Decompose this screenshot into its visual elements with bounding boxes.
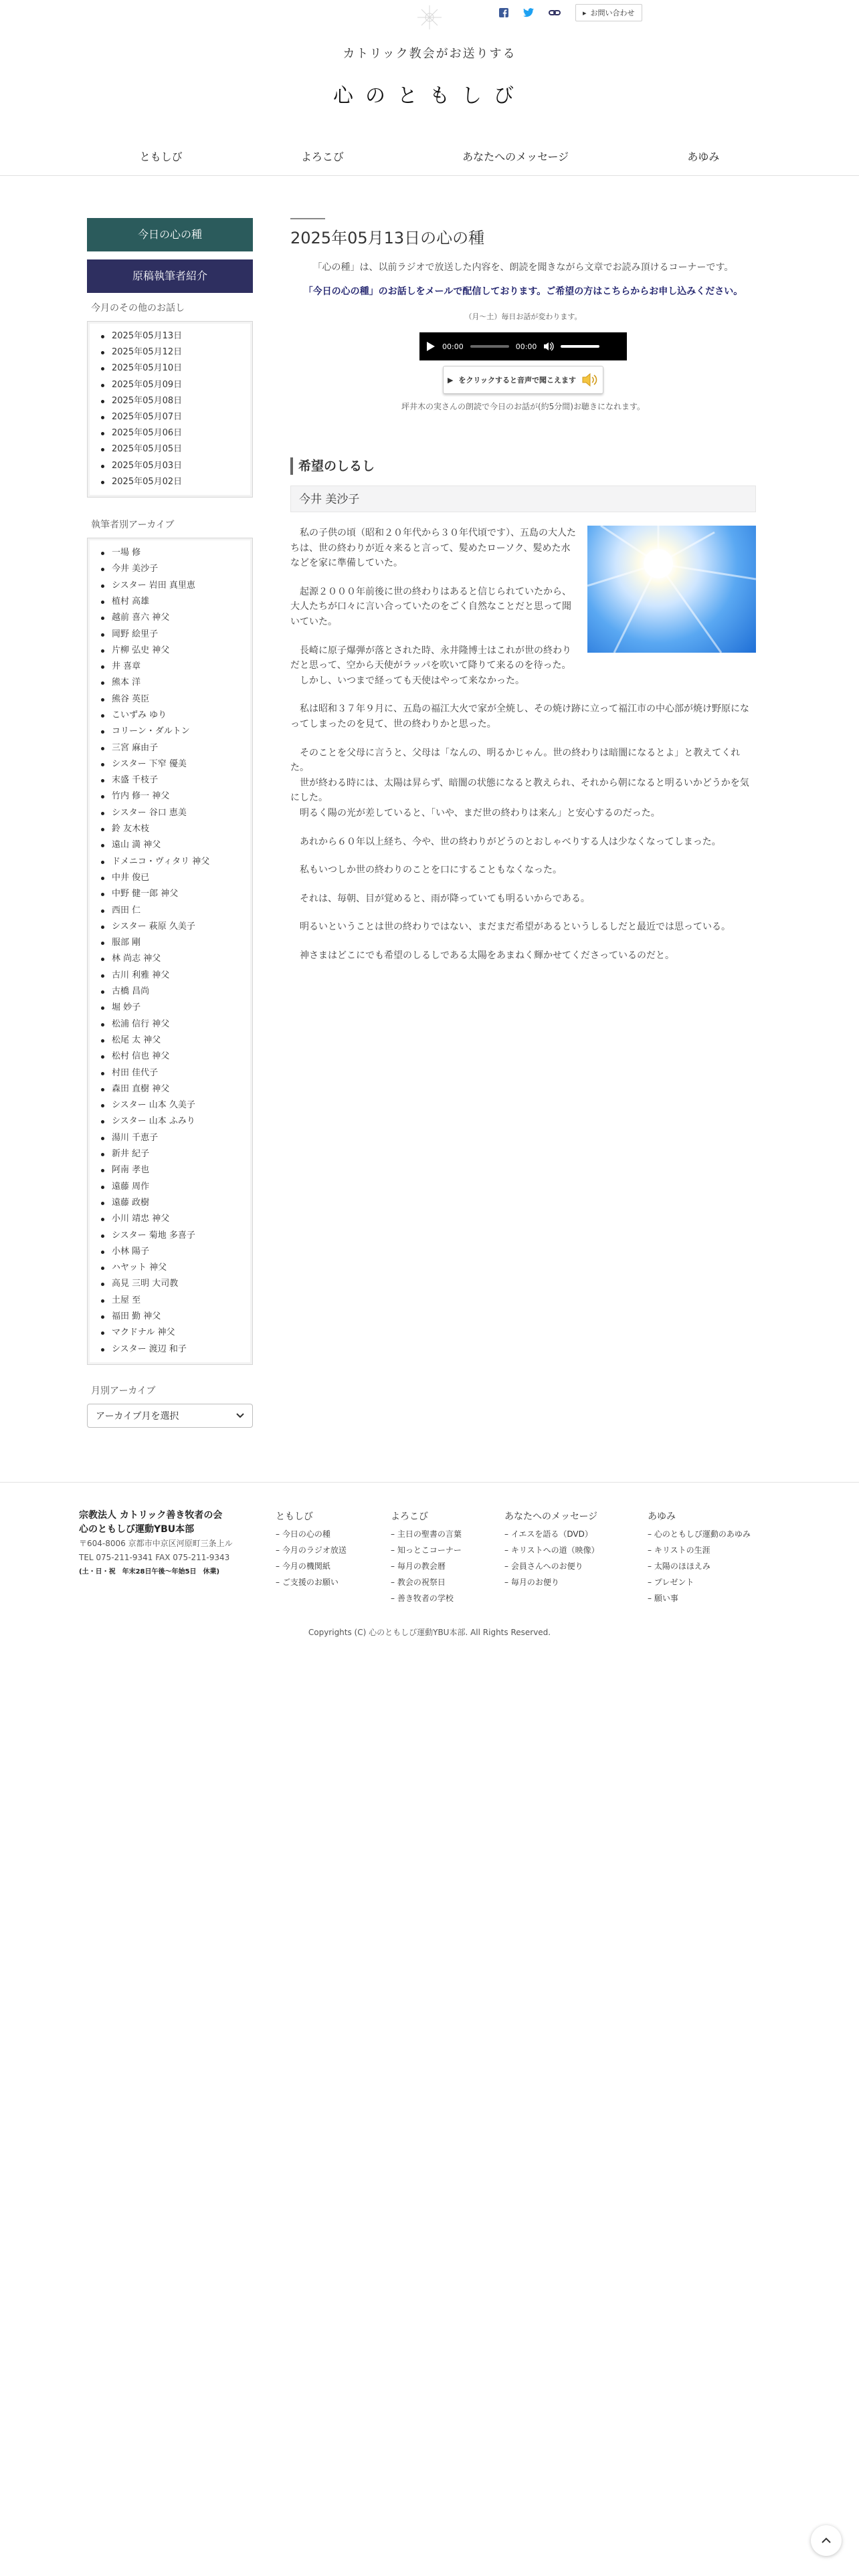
- footer-column: [391, 1509, 462, 1606]
- intro-text: 「心の種」は、以前ラジオで放送した内容を、朗読を聞きながら文章でお読み頂けるコーナーです。: [312, 262, 734, 273]
- footer-column: [648, 1509, 751, 1606]
- facebook-icon[interactable]: [499, 8, 508, 17]
- org-name-2: 心のともしび運動YBU本部: [79, 1524, 195, 1535]
- volume-icon[interactable]: [543, 342, 554, 351]
- chevron-right-icon: ▸: [583, 8, 587, 17]
- writer-list-item[interactable]: シスター 岩田 真里恵: [98, 578, 243, 594]
- mail-subscribe-link[interactable]: 「今日の心の種」のお話しをメールで配信しております。ご希望の方はこちらからお申し込みください。: [303, 286, 743, 297]
- other-stories-heading: 今月のその他のお話し: [91, 303, 185, 314]
- archive-month-select-value: アーカイブ月を選択: [96, 1410, 179, 1422]
- footer-link[interactable]: – 教会の祝祭日: [391, 1578, 446, 1587]
- writer-list-item[interactable]: 井 喜章: [98, 659, 243, 675]
- org-hours: (土・日・祝 年末28日午後〜年始5日 休業): [79, 1568, 220, 1576]
- article-paragraph: あれから６０年以上経ち、今や、世の終わりがどうのとおしゃべりする人は少なくなってしまった。: [290, 836, 721, 847]
- chevron-up-icon: [822, 2537, 831, 2544]
- writer-list-item[interactable]: 熊谷 英臣: [98, 691, 243, 708]
- writer-list-item[interactable]: シスター 渡辺 和子: [98, 1341, 243, 1358]
- writers-archive-heading: 執筆者別アーカイブ: [91, 520, 175, 531]
- footer-link[interactable]: – プレゼント: [648, 1578, 694, 1587]
- date-list: [98, 328, 243, 490]
- writers-list: [98, 545, 243, 1358]
- org-tel: TEL 075-211-9341 FAX 075-211-9343: [79, 1553, 230, 1562]
- archive-month-select[interactable]: [87, 1404, 253, 1428]
- writers-intro-button[interactable]: 原稿執筆者紹介: [87, 259, 253, 293]
- date-list-item[interactable]: 2025年05月06日: [98, 425, 243, 441]
- footer-link[interactable]: – 願い事: [648, 1594, 678, 1603]
- footer-link[interactable]: – キリストの生涯: [648, 1545, 710, 1555]
- date-list-box: [87, 321, 253, 498]
- footer-column-heading[interactable]: あなたへのメッセージ: [504, 1511, 598, 1522]
- writer-list-item[interactable]: 高見 三明 大司教: [98, 1276, 243, 1292]
- writer-list-item[interactable]: シスター 萩原 久美子: [98, 919, 243, 935]
- writer-list-item[interactable]: シスター 山本 久美子: [98, 1097, 243, 1113]
- writer-list-item[interactable]: 鈴 友木枝: [98, 821, 243, 837]
- date-list-item[interactable]: 2025年05月12日: [98, 344, 243, 360]
- footer-link[interactable]: – 毎月のお便り: [504, 1578, 559, 1587]
- article-paragraph: 起源２０００年前後に世の終わりはあると信じられていたから、大人たちが口々に言い合っていたのをごく自然なことだと思って聞いていた。: [290, 586, 571, 627]
- writer-list-item[interactable]: 熊本 洋: [98, 675, 243, 691]
- writer-list-item[interactable]: 中野 健一郎 神父: [98, 886, 243, 902]
- writer-list-item[interactable]: 片柳 弘史 神父: [98, 643, 243, 659]
- writer-list-item[interactable]: シスター 谷口 恵美: [98, 805, 243, 821]
- footer-link[interactable]: – 今月のラジオ放送: [276, 1545, 347, 1555]
- section-title: 希望のしるし: [290, 457, 756, 475]
- writer-list-item[interactable]: 服部 剛: [98, 935, 243, 951]
- global-nav: [80, 148, 779, 164]
- writer-list-item[interactable]: 竹内 修一 神父: [98, 788, 243, 804]
- footer-link[interactable]: – ご支援のお願い: [276, 1578, 339, 1587]
- author-name: 今井 美沙子: [290, 486, 756, 512]
- monthly-archive-heading: 月別アーカイブ: [91, 1385, 156, 1396]
- article-paragraph: 神さまはどこにでも希望のしるしである太陽をあまねく輝かせてくださっているのだと。: [290, 950, 674, 961]
- writer-list-item[interactable]: 阿南 孝也: [98, 1162, 243, 1178]
- writer-list-item[interactable]: 植村 高雄: [98, 594, 243, 610]
- date-list-item[interactable]: 2025年05月08日: [98, 393, 243, 409]
- logo-ornament: [417, 5, 442, 29]
- current-time: 00:00: [442, 342, 464, 351]
- link-icon[interactable]: [549, 8, 561, 17]
- writer-list-item[interactable]: 越前 喜六 神父: [98, 610, 243, 626]
- footer-link[interactable]: – 太陽のほほえみ: [648, 1562, 710, 1571]
- audio-caption: 坪井木の実さんの朗読で今日のお話が(約5分間)お聴きになれます。: [401, 402, 646, 411]
- footer-column-heading[interactable]: ともしび: [276, 1511, 313, 1522]
- writer-list-item[interactable]: 岡野 絵里子: [98, 627, 243, 643]
- date-list-item[interactable]: 2025年05月10日: [98, 360, 243, 377]
- chevron-down-icon: [236, 1413, 244, 1418]
- writer-list-item[interactable]: こいずみ ゆり: [98, 708, 243, 724]
- date-list-item[interactable]: 2025年05月02日: [98, 474, 243, 490]
- today-seed-button[interactable]: 今日の心の種: [87, 218, 253, 251]
- writer-list-item[interactable]: 松尾 太 神父: [98, 1033, 243, 1049]
- nav-item-tomoshibi[interactable]: ともしび: [139, 150, 183, 163]
- writers-list-box: [87, 538, 253, 1365]
- writer-list-item[interactable]: 三宮 麻由子: [98, 740, 243, 756]
- footer-divider: [0, 1482, 859, 1483]
- speaker-icon: [581, 372, 599, 387]
- volume-slider[interactable]: [561, 345, 599, 348]
- writer-list-item[interactable]: 遠藤 周作: [98, 1179, 243, 1195]
- writer-list-item[interactable]: 松村 信也 神父: [98, 1049, 243, 1065]
- contact-button[interactable]: [575, 4, 642, 21]
- footer-link[interactable]: – 毎月の教会暦: [391, 1562, 446, 1571]
- footer-link[interactable]: – キリストへの道（映像）: [504, 1545, 599, 1555]
- article-paragraph: 私もいつしか世の終わりのことを口にすることもなくなった。: [290, 865, 562, 876]
- footer-link[interactable]: – 今日の心の種: [276, 1529, 330, 1539]
- footer-link[interactable]: – 善き牧者の学校: [391, 1594, 454, 1603]
- writer-list-item[interactable]: 一場 修: [98, 545, 243, 561]
- writer-list-item[interactable]: 遠山 満 神父: [98, 837, 243, 853]
- writer-list-item[interactable]: シスター 下窄 優美: [98, 756, 243, 772]
- footer-org: [79, 1509, 260, 1579]
- article-paragraph: 私の子供の頃（昭和２０年代から３０年代頃です）、五島の大人たちは、世の終わりが近々来ると言って、髪めたローソク、髪めた水などを家に準備していた。: [290, 528, 576, 569]
- audio-player: [419, 332, 627, 360]
- duration-time: 00:00: [515, 342, 537, 351]
- writer-list-item[interactable]: 林 尚志 神父: [98, 951, 243, 967]
- writer-list-item[interactable]: 西田 仁: [98, 903, 243, 919]
- writer-list-item[interactable]: 古川 利雅 神父: [98, 968, 243, 984]
- site-subtitle: カトリック教会がお送りする: [343, 47, 516, 61]
- copyright: Copyrights (C) 心のともしび運動YBU本部. All Rights Reserved.: [308, 1628, 551, 1637]
- article-paragraph: 長崎に原子爆弾が落とされた時、永井隆博士はこれが世の終わりだと思って、空から天使がラッパを吹いて降りて来るのを待った。 しかし、いつまで経っても天使はやって来なかった。: [290, 645, 571, 686]
- date-list-item[interactable]: 2025年05月09日: [98, 377, 243, 393]
- footer-link[interactable]: – イエスを語る（DVD）: [504, 1529, 593, 1539]
- twitter-icon[interactable]: [523, 8, 534, 17]
- writer-list-item[interactable]: 中井 俊已: [98, 870, 243, 886]
- title-accent-line: [290, 218, 325, 219]
- listen-audio-button[interactable]: [443, 366, 603, 394]
- progress-bar[interactable]: [470, 345, 509, 348]
- nav-item-ayumi[interactable]: あゆみ: [687, 150, 720, 163]
- listen-button-label: をクリックすると音声で聞こえます: [458, 376, 577, 385]
- back-to-top-button[interactable]: [811, 2525, 842, 2556]
- article-body: [290, 526, 756, 963]
- org-name: 宗教法人 カトリック善き牧者の会: [79, 1510, 223, 1521]
- article-paragraph: 私は昭和３７年９月に、五島の福江大火で家が全焼し、その焼け跡に立って福江市の中心部が焼け野原になってしまったのを見て、世の終わりかと思った。: [290, 704, 749, 730]
- play-icon[interactable]: [426, 341, 436, 352]
- date-list-item[interactable]: 2025年05月13日: [98, 328, 243, 344]
- writer-list-item[interactable]: 村田 佳代子: [98, 1065, 243, 1081]
- footer-column-heading[interactable]: よろこび: [391, 1511, 428, 1522]
- writer-list-item[interactable]: シスター 山本 ふみり: [98, 1113, 243, 1130]
- writer-list-item[interactable]: 小川 靖忠 神父: [98, 1211, 243, 1227]
- article-paragraph: それは、毎朝、目が覚めると、雨が降っていても明るいからである。: [290, 893, 590, 904]
- writer-list-item[interactable]: 古橋 昌尚: [98, 984, 243, 1000]
- footer-column: [276, 1509, 347, 1590]
- footer-link[interactable]: – 今月の機関紙: [276, 1562, 330, 1571]
- writer-list-item[interactable]: 今井 美沙子: [98, 561, 243, 577]
- play-small-icon: ▶: [447, 375, 454, 385]
- writer-list-item[interactable]: 末盛 千枝子: [98, 772, 243, 788]
- nav-divider: [0, 175, 859, 176]
- writer-list-item[interactable]: 松浦 信行 神父: [98, 1016, 243, 1033]
- footer-link[interactable]: – 主日の聖書の言葉: [391, 1529, 462, 1539]
- article-paragraph: そのことを父母に言うと、父母は「なんの、明るかじゃん。世の終わりは暗闇になるとよ」と教えてくれた。 世が終わる時には、太陽は昇らず、暗闇の状態になると教えられ、それから朝になると明るいかどうかを気にした。 明るく陽の光が差していると、「いや、まだ世の終わりは来ん」と安心するのだった。: [290, 747, 749, 819]
- writer-list-item[interactable]: 遠藤 政樹: [98, 1195, 243, 1211]
- org-address: 〒604-8006 京都市中京区河原町三条上ル: [79, 1539, 233, 1548]
- writer-list-item[interactable]: 新井 紀子: [98, 1146, 243, 1162]
- sun-sky-image: [587, 526, 756, 653]
- writer-list-item[interactable]: 森田 直樹 神父: [98, 1081, 243, 1097]
- writer-list-item[interactable]: 小林 陽子: [98, 1244, 243, 1260]
- site-title[interactable]: 心のともしび: [333, 84, 526, 108]
- contact-label: お問い合わせ: [590, 9, 635, 17]
- writer-list-item[interactable]: マクドナル 神父: [98, 1325, 243, 1341]
- footer-column: [504, 1509, 599, 1590]
- footer-link[interactable]: – 知っとこコーナー: [391, 1545, 462, 1555]
- daily-note: （月〜土）毎日お話が変わります。: [464, 312, 582, 321]
- writer-list-item[interactable]: ハヤット 神父: [98, 1260, 243, 1276]
- page-title: 2025年05月13日の心の種: [290, 229, 485, 247]
- date-list-item[interactable]: 2025年05月05日: [98, 441, 243, 457]
- footer-link[interactable]: – 心のともしび運動のあゆみ: [648, 1529, 751, 1539]
- date-list-item[interactable]: 2025年05月03日: [98, 458, 243, 474]
- footer-column-heading[interactable]: あゆみ: [648, 1511, 676, 1522]
- article-paragraph: 明るいということは世の終わりではない、まだまだ希望があるというしるしだと最近では思っている。: [290, 922, 731, 933]
- writer-list-item[interactable]: 土屋 至: [98, 1293, 243, 1309]
- writer-list-item[interactable]: 堀 妙子: [98, 1000, 243, 1016]
- writer-list-item[interactable]: コリーン・ダルトン: [98, 724, 243, 740]
- writer-list-item[interactable]: ドメニコ・ヴィタリ 神父: [98, 854, 243, 870]
- social-bar: [499, 4, 642, 21]
- writer-list-item[interactable]: 福田 勤 神父: [98, 1309, 243, 1325]
- nav-item-yorokobi[interactable]: よろこび: [300, 150, 344, 163]
- main-content: [290, 218, 756, 976]
- date-list-item[interactable]: 2025年05月07日: [98, 409, 243, 425]
- footer-link[interactable]: – 会員さんへのお便り: [504, 1562, 583, 1571]
- nav-item-message[interactable]: あなたへのメッセージ: [462, 150, 569, 163]
- sidebar: [87, 218, 253, 1428]
- writer-list-item[interactable]: シスター 菊地 多喜子: [98, 1228, 243, 1244]
- writer-list-item[interactable]: 湯川 千恵子: [98, 1130, 243, 1146]
